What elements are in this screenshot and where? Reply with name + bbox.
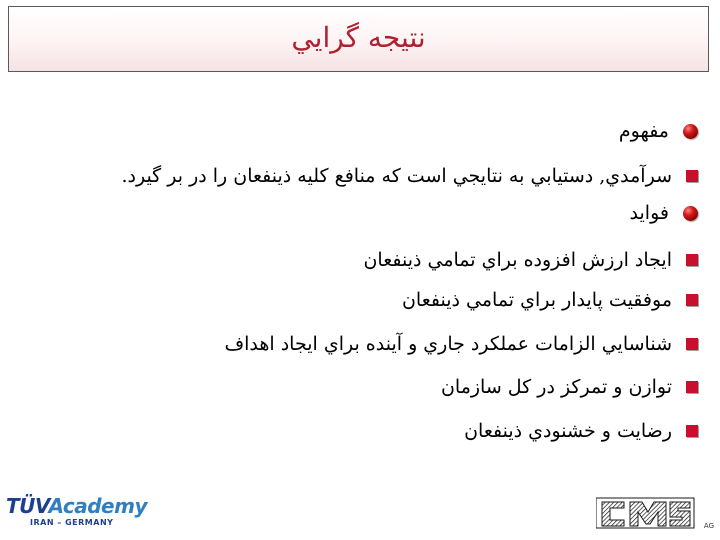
concept-text: سرآمدي, دستيابي به نتايجي است كه منافع كليه ذينفعان را در بر گيرد. [121, 165, 672, 187]
bullet-square-icon [686, 425, 698, 437]
slide-title: نتيجه گرايي [291, 21, 426, 54]
ags-logo-icon [596, 494, 696, 534]
benefit-item: ايجاد ارزش افزوده براي تمامي ذينفعان [363, 249, 672, 271]
bullet-sphere-icon [683, 206, 698, 221]
list-item [20, 283, 698, 317]
bullet-square-icon [686, 254, 698, 266]
bullet-square-icon [686, 294, 698, 306]
benefit-item: موفقيت پايدار براي تمامي ذينفعان [401, 289, 672, 311]
heading-concept: مفهوم [618, 120, 669, 142]
bullet-sphere-icon [683, 124, 698, 139]
tuv-academy-wordmark: TÜVAcademy [6, 494, 147, 518]
heading-benefits: فوايد [629, 202, 669, 224]
ags-logo [596, 494, 714, 534]
benefit-item: توازن و تمركز در كل سازمان [440, 376, 672, 398]
list-item [20, 159, 698, 193]
ags-logo-label: AG [703, 522, 714, 530]
list-item [20, 243, 698, 277]
list-item [20, 414, 698, 448]
benefit-item: رضايت و خشنودي ذينفعان [464, 420, 672, 442]
bullet-square-icon [686, 381, 698, 393]
bullet-square-icon [686, 338, 698, 350]
list-item [20, 196, 698, 230]
list-item [20, 327, 698, 361]
list-item [20, 370, 698, 404]
tuv-academy-logo [6, 494, 147, 530]
tuv-academy-subtitle: IRAN – GERMANY [30, 518, 114, 527]
list-item [20, 114, 698, 148]
benefit-item: شناسايي الزامات عملكرد جاري و آينده براي ايجاد اهداف [224, 333, 672, 355]
bullet-square-icon [686, 170, 698, 182]
